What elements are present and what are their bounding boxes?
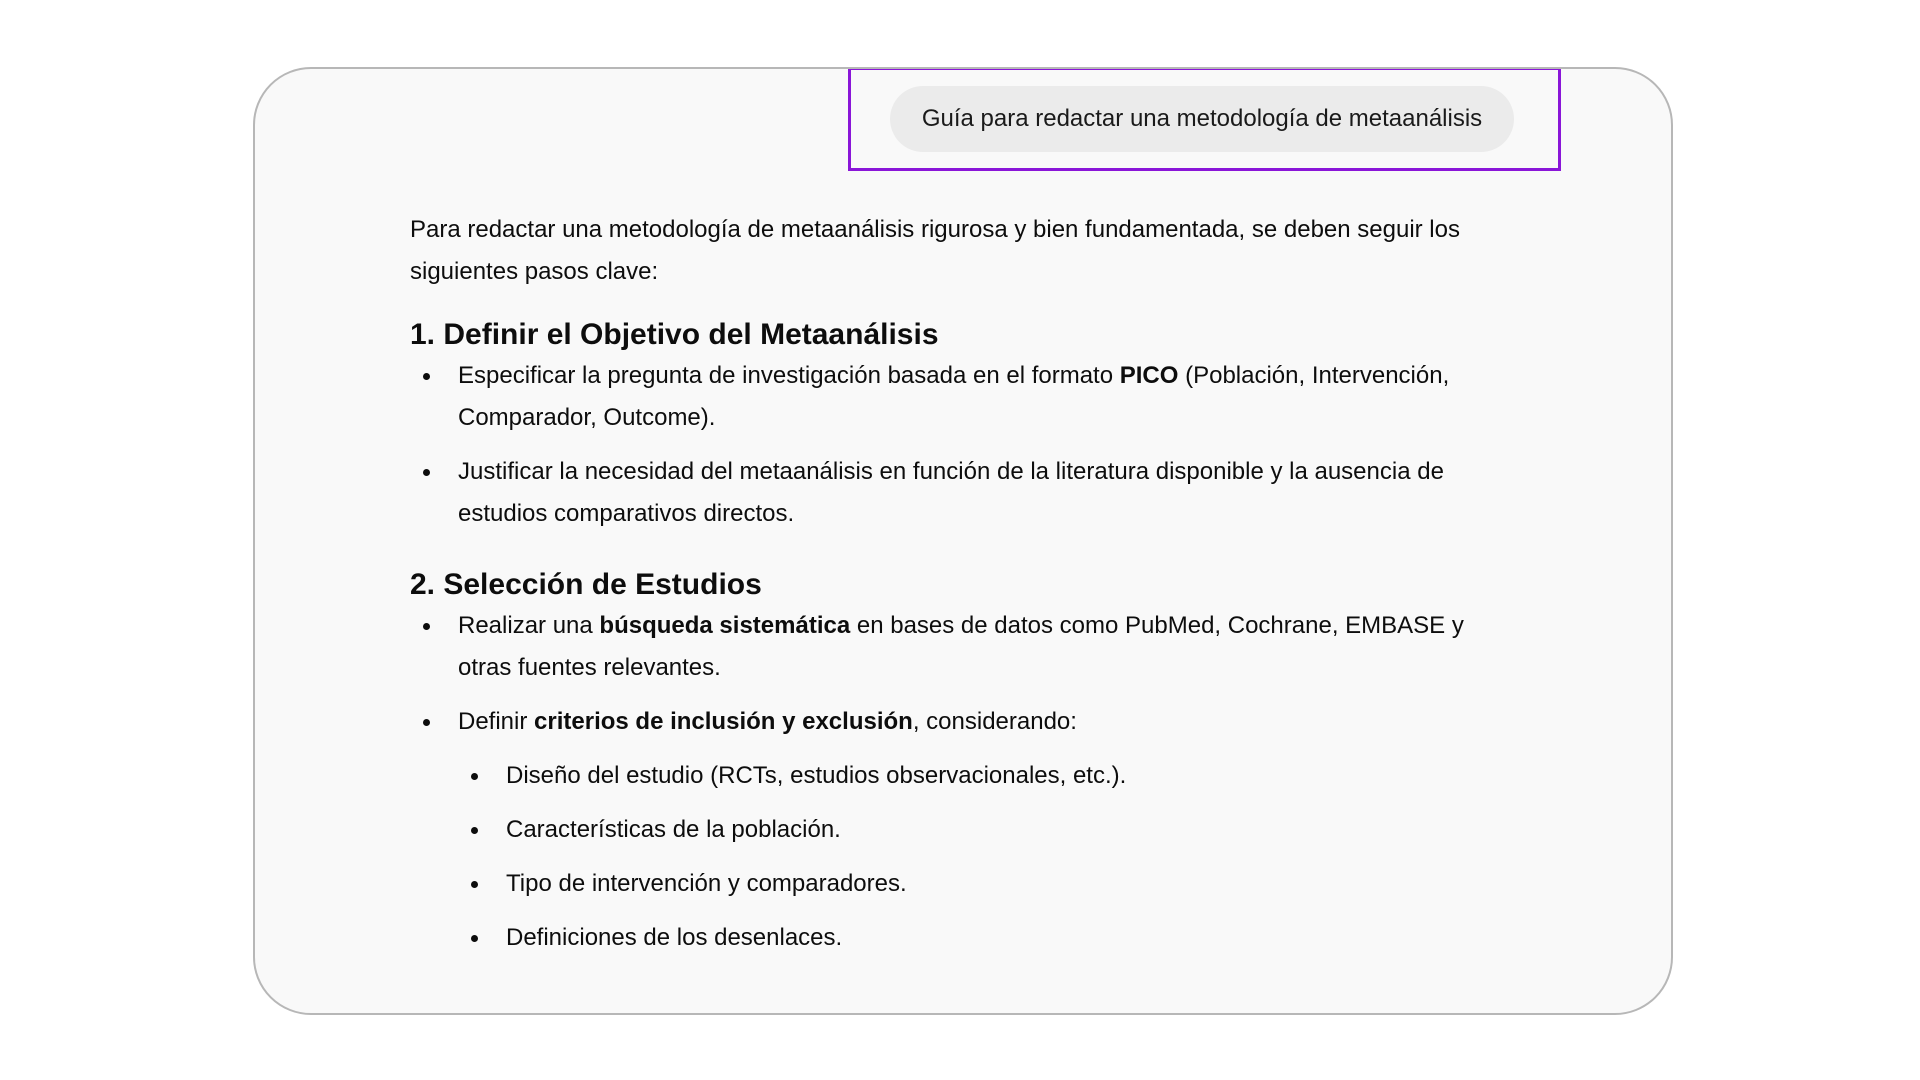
item-bold-text: criterios de inclusión y exclusión — [534, 708, 913, 735]
assistant-response — [410, 209, 1500, 959]
sublist-item: Tipo de intervención y comparadores. — [458, 863, 1500, 905]
item-text: Definir — [458, 708, 535, 735]
section-2-heading: 2. Selección de Estudios — [410, 568, 762, 601]
item-text: Justificar la necesidad del metaanálisis en función de la literatura disponible y la ausencia de estudios comparativos directos. — [458, 458, 1444, 527]
highlight-box — [848, 67, 1561, 171]
sublist-item: Diseño del estudio (RCTs, estudios observacionales, etc.). — [458, 755, 1500, 797]
item-bold-text: PICO — [1119, 362, 1179, 389]
list-item — [410, 451, 1500, 535]
response-intro: Para redactar una metodología de metaanálisis rigurosa y bien fundamentada, se deben seguir los siguientes pasos clave: — [410, 216, 1460, 285]
item-text: Especificar la pregunta de investigación basada en el formato — [458, 362, 1120, 389]
list-item — [410, 701, 1500, 959]
list-item — [410, 355, 1500, 439]
section-1-heading: 1. Definir el Objetivo del Metaanálisis — [410, 318, 939, 351]
item-text: Realizar una — [458, 612, 600, 639]
section-1-list — [410, 355, 1500, 535]
section-2-list — [410, 605, 1500, 959]
chat-window — [253, 67, 1673, 1015]
item-text: en bases de datos como PubMed, Cochrane, EMBASE y otras fuentes relevantes. — [458, 612, 1464, 681]
item-text: , considerando: — [912, 708, 1077, 735]
sublist-item: Características de la población. — [458, 809, 1500, 851]
sublist-item: Definiciones de los desenlaces. — [458, 917, 1500, 959]
user-message-text: Guía para redactar una metodología de metaanálisis — [921, 105, 1483, 132]
item-bold-text: búsqueda sistemática — [599, 612, 851, 639]
item-text: (Población, Intervención, Comparador, Outcome). — [458, 362, 1450, 431]
list-item — [410, 605, 1500, 689]
criteria-sublist — [458, 755, 1500, 959]
